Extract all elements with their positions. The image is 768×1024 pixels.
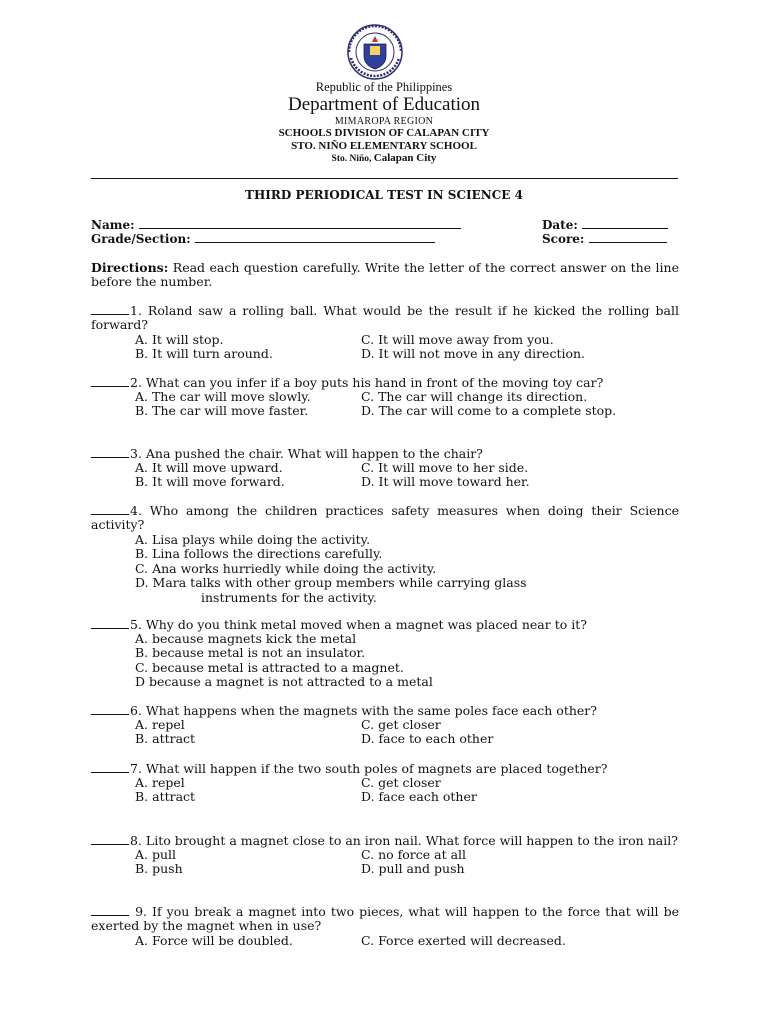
- question-6: [91, 703, 679, 747]
- date-label: Date:: [542, 218, 578, 232]
- question-stem: 6. What happens when the magnets with the same poles face each other?: [130, 703, 597, 718]
- department-name: Department of Education: [287, 94, 481, 115]
- region-line: MIMAROPA REGION: [334, 116, 434, 127]
- grade-input-line[interactable]: [195, 231, 435, 243]
- option-c: C. It will move away from you.: [361, 331, 554, 347]
- answer-blank[interactable]: [91, 375, 129, 387]
- question-5: [91, 617, 679, 690]
- score-input-line[interactable]: [589, 231, 667, 243]
- answer-blank[interactable]: [91, 617, 129, 629]
- question-stem: 3. Ana pushed the chair. What will happen to the chair?: [130, 446, 483, 461]
- option-a: A. Lisa plays while doing the activity.: [135, 531, 371, 547]
- question-stem: 2. What can you infer if a boy puts his hand in front of the moving toy car?: [130, 375, 604, 390]
- option-d: D. It will move toward her.: [361, 474, 530, 490]
- question-2: [91, 375, 679, 419]
- test-title: THIRD PERIODICAL TEST IN SCIENCE 4: [245, 188, 523, 202]
- option-b: B. attract: [135, 731, 196, 747]
- option-a: A. It will stop.: [135, 331, 224, 347]
- answer-blank[interactable]: [91, 503, 129, 515]
- name-label: Name:: [91, 218, 135, 232]
- option-b: B. The car will move faster.: [135, 403, 309, 419]
- answer-blank[interactable]: [91, 703, 129, 715]
- option-c: C. The car will change its direction.: [361, 389, 588, 405]
- question-stem: 4. Who among the children practices safety measures when doing their Science activity?: [91, 503, 679, 533]
- question-stem: 1. Roland saw a rolling ball. What would be the result if he kicked the rolling ball forward?: [91, 303, 679, 333]
- option-d: D. face each other: [361, 789, 477, 805]
- question-stem: 7. What will happen if the two south poles of magnets are placed together?: [130, 761, 608, 776]
- question-3: [91, 446, 679, 490]
- option-c: C. get closer: [361, 717, 441, 733]
- name-input-line[interactable]: [139, 217, 461, 229]
- option-d: D. It will not move in any direction.: [361, 345, 586, 361]
- option-c: C. It will move to her side.: [361, 460, 529, 476]
- answer-blank[interactable]: [91, 446, 129, 458]
- question-stem: 9. If you break a magnet into two pieces, what will happen to the force that will be exerted by the magnet when in use?: [91, 904, 679, 934]
- option-b: B. push: [135, 861, 183, 877]
- header-divider: [91, 178, 678, 179]
- option-d: D. The car will come to a complete stop.: [361, 403, 617, 419]
- option-a: A. repel: [135, 717, 185, 733]
- option-d: D. Mara talks with other group members while carrying glass: [135, 574, 527, 590]
- option-c: C. Ana works hurriedly while doing the activity.: [135, 560, 437, 576]
- option-c: C. no force at all: [361, 847, 467, 863]
- answer-blank[interactable]: [91, 761, 129, 773]
- division-line: SCHOOLS DIVISION OF CALAPAN CITY: [278, 127, 490, 139]
- grade-field: [91, 231, 435, 246]
- republic-line: Republic of the Philippines: [315, 80, 453, 94]
- directions-label: Directions:: [91, 260, 169, 275]
- option-c: C. because metal is attracted to a magnet.: [135, 660, 404, 676]
- name-field: [91, 217, 461, 232]
- option-a: A. Force will be doubled.: [135, 932, 293, 948]
- option-d-continued: instruments for the activity.: [201, 589, 377, 605]
- option-a: A. The car will move slowly.: [135, 389, 311, 405]
- question-8: [91, 833, 679, 877]
- date-input-line[interactable]: [582, 217, 668, 229]
- answer-blank[interactable]: [91, 303, 129, 315]
- question-9: [91, 904, 679, 949]
- option-a: A. because magnets kick the metal: [135, 631, 357, 647]
- question-7: [91, 761, 679, 805]
- option-d: D because a magnet is not attracted to a metal: [135, 674, 433, 690]
- option-b: B. It will turn around.: [135, 345, 273, 361]
- option-a: A. repel: [135, 775, 185, 791]
- answer-blank[interactable]: [91, 904, 129, 916]
- option-b: B. It will move forward.: [135, 474, 285, 490]
- option-a: A. It will move upward.: [135, 460, 283, 476]
- date-field: [542, 217, 668, 232]
- option-b: B. Lina follows the directions carefully.: [135, 545, 383, 561]
- location-line: [0, 152, 768, 164]
- grade-label: Grade/Section:: [91, 232, 191, 246]
- option-c: C. Force exerted will decreased.: [361, 932, 566, 948]
- school-name: STO. NIÑO ELEMENTARY SCHOOL: [291, 140, 477, 152]
- answer-blank[interactable]: [91, 833, 129, 845]
- option-d: D. face to each other: [361, 731, 494, 747]
- location-city: Calapan City: [373, 152, 437, 164]
- score-field: [542, 231, 667, 246]
- question-stem: 8. Lito brought a magnet close to an iron nail. What force will happen to the iron nail?: [130, 833, 678, 848]
- option-c: C. get closer: [361, 775, 441, 791]
- question-4: [91, 503, 679, 605]
- question-1: [91, 303, 679, 362]
- option-d: D. pull and push: [361, 861, 465, 877]
- location-prefix: Sto. Niño,: [331, 154, 374, 164]
- deped-seal-icon: [340, 24, 410, 80]
- question-stem: 5. Why do you think metal moved when a magnet was placed near to it?: [130, 617, 587, 632]
- directions: [91, 261, 679, 290]
- option-b: B. attract: [135, 789, 196, 805]
- score-label: Score:: [542, 232, 585, 246]
- option-b: B. because metal is not an insulator.: [135, 645, 366, 661]
- directions-text: Read each question carefully. Write the letter of the correct answer on the line before the number.: [91, 260, 679, 290]
- option-a: A. pull: [135, 847, 177, 863]
